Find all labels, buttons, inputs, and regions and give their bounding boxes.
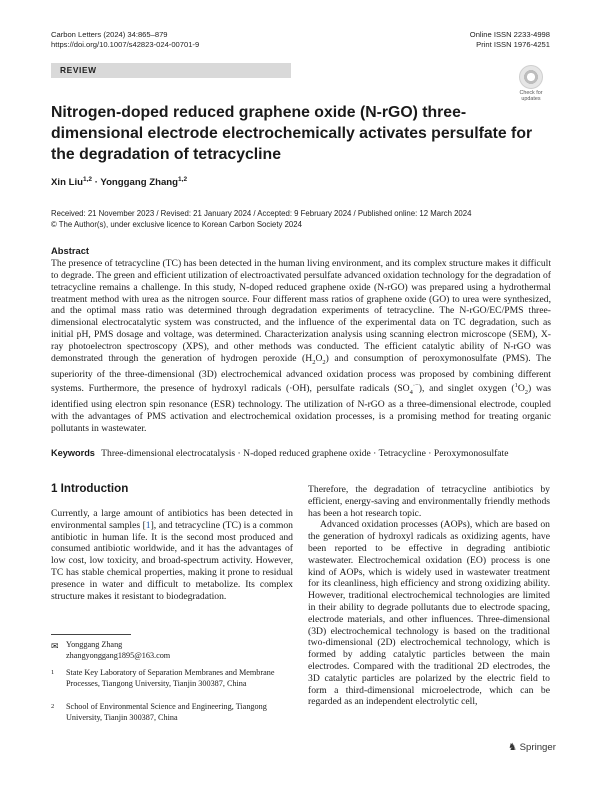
section-heading-introduction: 1 Introduction — [51, 482, 129, 495]
contact-name: Yonggang Zhang — [66, 640, 123, 649]
contact-email[interactable]: zhangyonggang1895@163.com — [66, 650, 171, 660]
online-issn: Online ISSN 2233-4998 — [469, 30, 550, 39]
author-affiliation: 1,2 — [82, 176, 93, 183]
journal-citation: Carbon Letters (2024) 34:865–879 — [51, 30, 168, 39]
crossmark-icon — [519, 65, 543, 89]
article-history — [51, 208, 471, 230]
article-type-band: REVIEW — [51, 63, 291, 78]
author-name[interactable]: Xin Liu — [51, 177, 83, 189]
affiliation-text: State Key Laboratory of Separation Membranes and Membrane Processes, Tiangong University, Tianjin 300387, China — [66, 668, 275, 688]
doi-link[interactable]: https://doi.org/10.1007/s42823-024-00701-9 — [51, 40, 200, 49]
author-separator: · — [92, 177, 101, 189]
print-issn: Print ISSN 1976-4251 — [476, 40, 550, 49]
author-list — [51, 176, 187, 188]
springer-horse-icon: ♞ — [508, 742, 517, 753]
keywords: Keywords Three-dimensional electrocatalysis · N-doped reduced graphene oxide · Tetracycline · Peroxymonosulfate — [51, 448, 509, 459]
check-for-updates-badge[interactable] — [512, 65, 550, 102]
affiliation-text: School of Environmental Science and Engineering, Tiangong University, Tianjin 300387, China — [66, 702, 267, 722]
footnote-divider — [51, 634, 131, 635]
left-column — [51, 508, 293, 602]
keyword: Three-dimensional electrocatalysis — [101, 448, 236, 459]
publisher-name: Springer — [519, 742, 556, 753]
corresponding-author — [51, 640, 281, 661]
header-right — [470, 30, 550, 50]
author-name[interactable]: Yonggang Zhang — [100, 177, 179, 189]
badge-line1: Check for — [519, 90, 543, 96]
envelope-icon: ✉ — [51, 641, 59, 651]
affiliation-footnote — [51, 668, 281, 689]
intro-paragraph: Advanced oxidation processes (AOPs), which are based on the generation of hydroxyl radicals as oxidizing agents, have been reported to be effective in degrading antibiotic wastewater. Electrochemical oxidation (EO) process is one kind of AOPs, which is widely used in wastewater treatment for its cleanliness, high efficiency and strong oxidizing ability. However, traditional electrochemical technologies are limited in their ability to degrade pollutants due to electrode spacing, electrode materials, and other influences. Three-dimensional (3D) electrochemical technology is based on the traditional two-dimensional (2D) electrochemical technology, which is formed by adding catalytic particles between the main electrodes. Compared with the traditional 2D electrodes, the 3D catalytic particles are polarized by the electric field to form a third-dimensional microelectrode, which can be regarded as an independent electrolytic cell, — [308, 519, 550, 708]
header-left — [51, 30, 199, 50]
dates-line: Received: 21 November 2023 / Revised: 21 January 2024 / Accepted: 9 February 2024 / Published online: 12 March 2024 — [51, 209, 472, 218]
keyword: Peroxymonosulfate — [433, 448, 509, 459]
abstract-text: The presence of tetracycline (TC) has been detected in the human living environment, and its complex structure makes it difficult to degrade. The green and efficient utilization of electroactivated persulfate advanced oxidation technology for the degradation of tetracycline remains a challenge. In this study, N-doped reduced graphene oxide (N-rGO) was prepared using a hydrothermal treatment method with urea as the nitrogen source. Four different mass ratios of graphene oxide (GO) to urea were synthesized, and the optimal mass ratio was determined through degradation experiments of tetracycline. The N-rGO/EC/PMS three-dimensional electrocatalytic system was constructed, and the influence of the experimental data on TC degradation, such as initial pH, PMS dosage and voltage, was determined. Characterization analysis using scanning electron microscope (SEM), X-ray photoelectron spectroscopy (XPS), and other methods was conducted. The efficient catalytic ability of N-rGO was demonstrated through the generation of hydrogen peroxide $(H_2O_2)$ and consumption of peroxymonosulfate (PMS). The superiority of the three-dimensional (3D) electrochemical advanced oxidation process was proposed by combining different systems. Furthermore, the presence of hydroxyl radicals (·OH), persulfate radicals $(SO_4^{\cdot-})$, and singlet oxygen $(^1O_2)$ was identified using electron spin resonance (ESR) technology. The utilization of N-rGO as a three-dimensional electrode, coupled with the advantages of PMS activation and electrochemical oxidation processes, is a promising method for treating organic pollutants in wastewater. — [51, 258, 551, 435]
author-affiliation: 1,2 — [178, 176, 188, 183]
intro-paragraph: Currently, a large amount of antibiotics has been detected in environmental samples [1], and tetracycline (TC) is a common antibiotic in human life. It is the second most produced and consumed antibiotic worldwide, and it has the advantages of low cost, low toxicity, and broad-spectrum activity. However, TC has stable chemical properties, making it prone to residual presence in water and difficult to metabolize. Its complex structure makes it resistant to biodegradation. — [51, 508, 293, 602]
article-title: Nitrogen-doped reduced graphene oxide (N-rGO) three-dimensional electrode electrochemically activates persulfate for the degradation of tetracycline — [51, 104, 533, 163]
badge-line2: updates — [521, 96, 541, 102]
abstract-heading: Abstract — [51, 245, 90, 256]
footnote-marker: 1 — [51, 669, 55, 676]
keyword: Tetracycline — [378, 448, 426, 459]
reference-link[interactable]: 1 — [145, 519, 151, 531]
keywords-label: Keywords — [51, 448, 95, 458]
copyright-line: © The Author(s), under exclusive licence to Korean Carbon Society 2024 — [51, 220, 302, 229]
footnote-marker: 2 — [51, 703, 55, 710]
intro-paragraph: Therefore, the degradation of tetracycline antibiotics by efficient, energy-saving and environmentally friendly methods has been a hot research topic. — [308, 484, 550, 519]
publisher-logo — [508, 742, 556, 753]
right-column — [308, 484, 550, 708]
affiliation-footnote — [51, 702, 281, 723]
keyword: N-doped reduced graphene oxide — [243, 448, 371, 459]
